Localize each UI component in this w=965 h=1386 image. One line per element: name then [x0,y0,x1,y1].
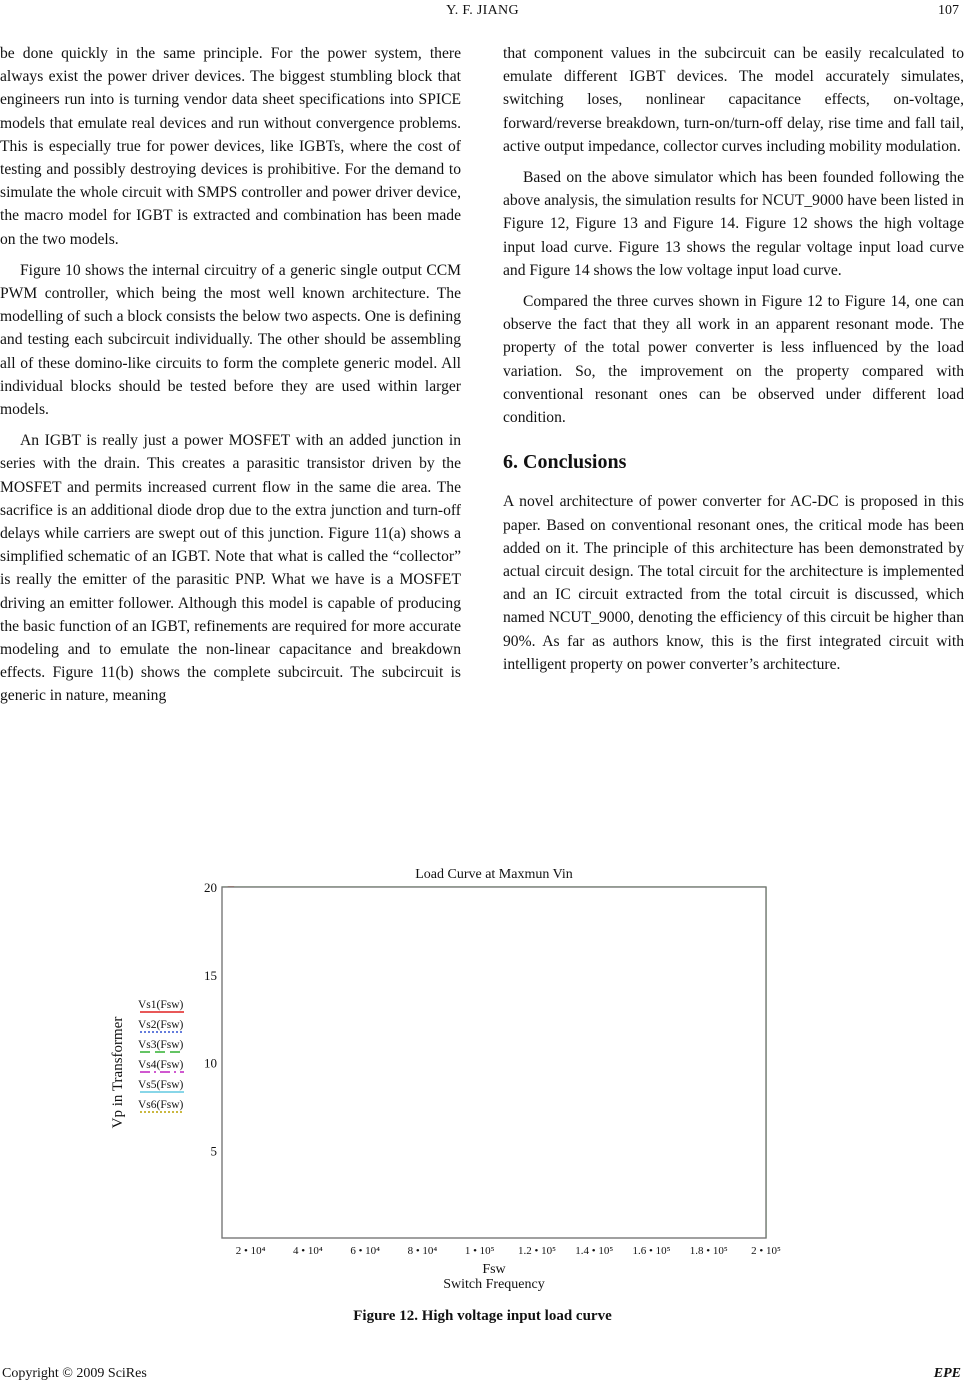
right-column [503,42,964,684]
x-tick-label: 1.6 • 10⁵ [632,1245,671,1257]
paragraph: that component values in the subcircuit can be easily recalculated to emulate different IGBT devices. The model accurately simulates, switching loses, nonlinear capacitance effects, on-voltage, forward/reverse breakdown, turn-on/turn-off delay, rise time and fall tail, active output impedance, collector curves including mobility modulation. [503,45,964,155]
x-tick-label: 8 • 10⁴ [407,1245,438,1257]
legend-label-4: Vs4(Fsw) [138,1059,184,1071]
y-tick-label: 5 [210,1143,217,1159]
y-tick-label: 10 [204,1055,217,1071]
figure-load-curve [100,858,800,1298]
figure-caption: Figure 12. High voltage input load curve [353,1308,612,1324]
y-tick-label: 20 [204,880,217,895]
load-curve-chart [100,858,800,1298]
legend-label-3: Vs3(Fsw) [138,1039,184,1051]
paragraph: An IGBT is really just a power MOSFET with an added junction in series with the drain. This creates a parasitic transistor driven by the MOSFET and permits increased current flow in the same die area. The sacrifice is an additional diode drop due to the extra junction and turn-off delays while carriers are swept out of this junction. Figure 11(a) shows a simplified schematic of an IGBT. Note that what is called the “collector” is really the emitter of the parasitic PNP. What we have is a MOSFET driving an emitter follower. Although this model is capable of producing the basic function of an IGBT, refinements are required for more accurate modeling and to emulate the non-linear capacitance and breakdown effects. Figure 11(b) shows the complete subcircuit. The subcircuit is generic in nature, meaning [0,432,461,705]
x-tick-label: 1.4 • 10⁵ [575,1245,614,1257]
x-tick-label: 1.8 • 10⁵ [689,1245,728,1257]
legend-label-6: Vs6(Fsw) [138,1099,184,1111]
running-head-author: Y. F. JIANG [446,3,519,18]
x-axis-sublabel: Switch Frequency [443,1277,545,1292]
section-heading: 6. Conclusions [503,451,627,474]
chart-title: Load Curve at Maxmun Vin [415,867,573,882]
paragraph: be done quickly in the same principle. For the power system, there always exist the power driver devices. The biggest stumbling block that engineers run into is turning vendor data sheet specifications into SPICE models that emulate real devices and run without convergence problems. This is especially true for power devices, like IGBTs, where the cost of testing and possibly destroying devices is prohibitive. For the demand to simulate the whole circuit with SMPS controller and power driver device, the macro model for IGBT is extracted and combination has been made on the two models. [0,45,461,248]
y-axis-label: Vp in Transformer [110,1016,126,1129]
x-tick-label: 4 • 10⁴ [293,1245,323,1257]
plot-frame [222,887,766,1238]
legend-label-2: Vs2(Fsw) [138,1019,184,1031]
page-number: 107 [938,3,959,18]
legend-label-1: Vs1(Fsw) [138,999,184,1011]
x-tick-label: 2 • 10⁵ [751,1245,781,1257]
paragraph: Figure 10 shows the internal circuitry of a generic single output CCM PWM controller, which being the most well known architecture. The modelling of such a block consists the below two aspects. One is defining and testing each subcircuit individually. The other should be assembling all of these domino-like circuits to form the complete generic model. All individual blocks should be tested before they are used within larger models. [0,261,461,419]
x-tick-label: 1 • 10⁵ [464,1245,495,1257]
conclusion-paragraph: A novel architecture of power converter for AC-DC is proposed in this paper. Based on conventional resonant ones, the critical mode has been added on it. The principle of this architecture has been demonstrated by actual circuit design. The total circuit for the architecture is implemented and an IC circuit extracted from the total circuit is discussed, which named NCUT_9000, denoting the efficiency of this circuit be higher than 90%. As far as authors know, this is the first integrated circuit with intelligent property on power converter’s architecture. [503,493,964,673]
left-column [0,42,461,716]
journal-abbrev: EPE [933,1366,961,1381]
paragraph: Compared the three curves shown in Figure 12 to Figure 14, one can observe the fact that they all work in an apparent resonant mode. The property of the total power converter is less influenced by the load variation. So, the improvement on the property compared with conventional resonant ones can be observed under different load condition. [503,293,964,427]
x-axis-label: Fsw [482,1262,506,1277]
page-header [0,0,965,24]
x-tick-label: 2 • 10⁴ [235,1245,266,1257]
copyright-notice: Copyright © 2009 SciRes [2,1366,147,1381]
x-tick-label: 6 • 10⁴ [350,1245,381,1257]
paragraph: Based on the above simulator which has been founded following the above analysis, the simulation results for NCUT_9000 have been listed in Figure 12, Figure 13 and Figure 14. Figure 12 shows the high voltage input load curve. Figure 13 shows the regular voltage input load curve and Figure 14 shows the low voltage input load curve. [503,169,964,279]
legend-label-5: Vs5(Fsw) [138,1079,184,1091]
x-tick-label: 1.2 • 10⁵ [517,1245,556,1257]
y-tick-label: 15 [204,967,217,983]
